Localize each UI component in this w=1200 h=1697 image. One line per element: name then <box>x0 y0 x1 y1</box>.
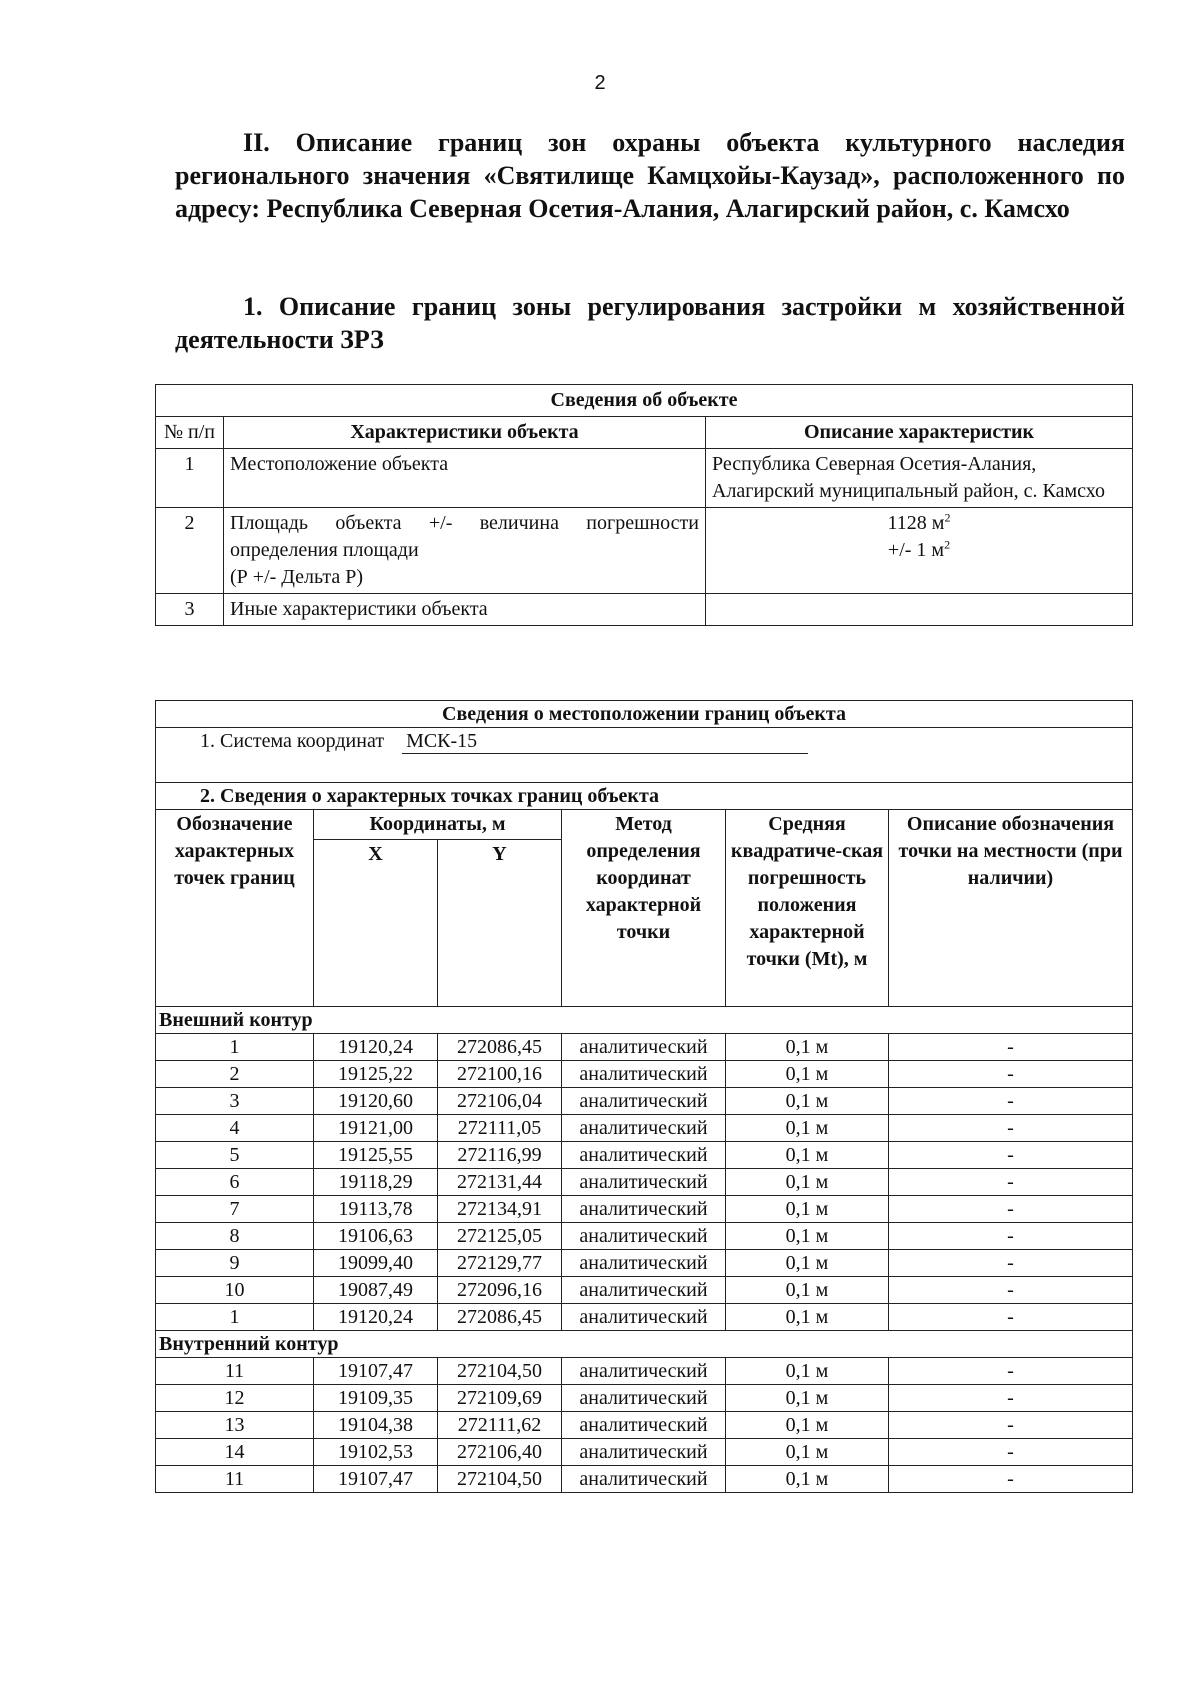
error: 0,1 м <box>726 1061 889 1088</box>
section-heading-text: II. Описание границ зон охраны объекта культурного наследия регионального значения «Святилище Камцхойы-Каузад», расположенного по адресу: Республика Северная Осетия-Алания, Алагирский район, с. Камсхо <box>175 128 1125 223</box>
area-value-line <box>712 510 1126 537</box>
point-description: - <box>889 1466 1133 1493</box>
method: аналитический <box>562 1196 726 1223</box>
method: аналитический <box>562 1412 726 1439</box>
point-id: 11 <box>156 1358 314 1385</box>
area-char-text: Площадь объекта +/- величина погрешности определения площади <box>230 512 699 561</box>
point-description: - <box>889 1034 1133 1061</box>
point-description: - <box>889 1223 1133 1250</box>
x-header: X <box>314 840 438 1007</box>
error: 0,1 м <box>726 1223 889 1250</box>
error: 0,1 м <box>726 1412 889 1439</box>
coord-x: 19104,38 <box>314 1412 438 1439</box>
coord-x: 19107,47 <box>314 1466 438 1493</box>
error: 0,1 м <box>726 1088 889 1115</box>
table-row <box>156 1115 1133 1142</box>
row-num: 1 <box>156 449 224 508</box>
description-header: Описание обозначения точки на местности (при наличии) <box>889 810 1133 1007</box>
outer-contour-label: Внешний контур <box>156 1007 1133 1034</box>
method-header: Метод определения координат характерной точки <box>562 810 726 1007</box>
method: аналитический <box>562 1385 726 1412</box>
coord-y: 272131,44 <box>438 1169 562 1196</box>
method: аналитический <box>562 1142 726 1169</box>
point-id: 2 <box>156 1061 314 1088</box>
point-id: 11 <box>156 1466 314 1493</box>
point-id: 9 <box>156 1250 314 1277</box>
error-header: Средняя квадратиче-ская погрешность положения характерной точки (Mt), м <box>726 810 889 1007</box>
error: 0,1 м <box>726 1439 889 1466</box>
table-row <box>156 1466 1133 1493</box>
table-row <box>156 1169 1133 1196</box>
table-row <box>156 508 1133 594</box>
coord-x: 19120,60 <box>314 1088 438 1115</box>
method: аналитический <box>562 1358 726 1385</box>
location-info-table <box>155 700 1133 1493</box>
point-description: - <box>889 1196 1133 1223</box>
point-id: 13 <box>156 1412 314 1439</box>
coord-system-value: МСК-15 <box>402 729 808 754</box>
coords-header: Координаты, м <box>314 810 562 840</box>
subsection-heading-text: 1. Описание границ зоны регулирования застройки м хозяйственной деятельности ЗРЗ <box>175 292 1125 354</box>
table-row <box>156 1304 1133 1331</box>
designation-header: Обозначение характерных точек границ <box>156 810 314 1007</box>
inner-contour-rows <box>156 1358 1133 1493</box>
row-desc <box>706 508 1133 594</box>
coord-y: 272100,16 <box>438 1061 562 1088</box>
object-info-table <box>155 384 1133 626</box>
coord-x: 19107,47 <box>314 1358 438 1385</box>
coord-y: 272086,45 <box>438 1034 562 1061</box>
error: 0,1 м <box>726 1466 889 1493</box>
method: аналитический <box>562 1061 726 1088</box>
row-desc <box>706 594 1133 626</box>
coord-y: 272134,91 <box>438 1196 562 1223</box>
point-id: 14 <box>156 1439 314 1466</box>
coord-y: 272086,45 <box>438 1304 562 1331</box>
area-value: 1128 м <box>887 512 945 534</box>
area-error-unit-sup: 2 <box>944 537 951 552</box>
area-error: +/- 1 м <box>887 539 945 561</box>
table-row <box>156 1061 1133 1088</box>
table-row <box>156 1412 1133 1439</box>
coord-y: 272111,05 <box>438 1115 562 1142</box>
coord-y: 272111,62 <box>438 1412 562 1439</box>
coord-y: 272125,05 <box>438 1223 562 1250</box>
point-id: 10 <box>156 1277 314 1304</box>
table-row <box>156 1088 1133 1115</box>
error: 0,1 м <box>726 1250 889 1277</box>
table-row <box>156 449 1133 508</box>
coord-x: 19120,24 <box>314 1034 438 1061</box>
coord-x: 19106,63 <box>314 1223 438 1250</box>
coord-x: 19120,24 <box>314 1304 438 1331</box>
point-id: 1 <box>156 1304 314 1331</box>
table-row <box>156 1277 1133 1304</box>
row-char: Иные характеристики объекта <box>224 594 706 626</box>
table-row <box>156 1034 1133 1061</box>
error: 0,1 м <box>726 1385 889 1412</box>
coord-y: 272106,04 <box>438 1088 562 1115</box>
method: аналитический <box>562 1034 726 1061</box>
coord-y: 272109,69 <box>438 1385 562 1412</box>
error: 0,1 м <box>726 1142 889 1169</box>
area-value-unit-sup: 2 <box>944 510 951 525</box>
method: аналитический <box>562 1466 726 1493</box>
page-number: 2 <box>594 72 606 94</box>
coord-y: 272129,77 <box>438 1250 562 1277</box>
row-desc: Республика Северная Осетия-Алания, Алагирский муниципальный район, с. Камсхо <box>706 449 1133 508</box>
method: аналитический <box>562 1169 726 1196</box>
error: 0,1 м <box>726 1196 889 1223</box>
coord-system-label: 1. Система координат <box>200 730 385 752</box>
table-row <box>156 1250 1133 1277</box>
method: аналитический <box>562 1439 726 1466</box>
table-row <box>156 1223 1133 1250</box>
object-info-title: Сведения об объекте <box>156 385 1133 417</box>
row-num: 3 <box>156 594 224 626</box>
table-row <box>156 594 1133 626</box>
coord-y: 272104,50 <box>438 1358 562 1385</box>
method: аналитический <box>562 1277 726 1304</box>
point-description: - <box>889 1439 1133 1466</box>
point-id: 3 <box>156 1088 314 1115</box>
method: аналитический <box>562 1115 726 1142</box>
method: аналитический <box>562 1304 726 1331</box>
area-char-extra: (Р +/- Дельта Р) <box>230 566 364 588</box>
coord-x: 19113,78 <box>314 1196 438 1223</box>
point-id: 4 <box>156 1115 314 1142</box>
inner-contour-label: Внутренний контур <box>156 1331 1133 1358</box>
error: 0,1 м <box>726 1115 889 1142</box>
point-id: 7 <box>156 1196 314 1223</box>
error: 0,1 м <box>726 1169 889 1196</box>
coord-y: 272096,16 <box>438 1277 562 1304</box>
coord-x: 19102,53 <box>314 1439 438 1466</box>
col-char-header: Характеристики объекта <box>224 417 706 449</box>
point-id: 6 <box>156 1169 314 1196</box>
coord-x: 19118,29 <box>314 1169 438 1196</box>
error: 0,1 м <box>726 1358 889 1385</box>
error: 0,1 м <box>726 1277 889 1304</box>
table-row <box>156 1196 1133 1223</box>
point-description: - <box>889 1115 1133 1142</box>
coord-x: 19125,55 <box>314 1142 438 1169</box>
point-description: - <box>889 1250 1133 1277</box>
section-heading <box>175 126 1125 225</box>
coord-x: 19109,35 <box>314 1385 438 1412</box>
row-char <box>224 508 706 594</box>
point-id: 12 <box>156 1385 314 1412</box>
point-description: - <box>889 1385 1133 1412</box>
coord-y: 272106,40 <box>438 1439 562 1466</box>
table-row <box>156 1358 1133 1385</box>
point-description: - <box>889 1169 1133 1196</box>
point-description: - <box>889 1061 1133 1088</box>
method: аналитический <box>562 1223 726 1250</box>
method: аналитический <box>562 1088 726 1115</box>
point-description: - <box>889 1142 1133 1169</box>
point-description: - <box>889 1358 1133 1385</box>
coord-y: 272116,99 <box>438 1142 562 1169</box>
coord-x: 19125,22 <box>314 1061 438 1088</box>
point-id: 5 <box>156 1142 314 1169</box>
row-num: 2 <box>156 508 224 594</box>
y-header: Y <box>438 840 562 1007</box>
coord-y: 272104,50 <box>438 1466 562 1493</box>
area-error-line <box>712 537 1126 564</box>
location-info-title: Сведения о местоположении границ объекта <box>156 701 1133 728</box>
error: 0,1 м <box>726 1034 889 1061</box>
error: 0,1 м <box>726 1304 889 1331</box>
row-char: Местоположение объекта <box>224 449 706 508</box>
col-num-header: № п/п <box>156 417 224 449</box>
col-desc-header: Описание характеристик <box>706 417 1133 449</box>
point-description: - <box>889 1277 1133 1304</box>
coord-x: 19121,00 <box>314 1115 438 1142</box>
point-description: - <box>889 1088 1133 1115</box>
coord-system-row <box>156 728 1133 783</box>
table-row <box>156 1439 1133 1466</box>
point-id: 1 <box>156 1034 314 1061</box>
subsection-heading <box>175 290 1125 356</box>
point-description: - <box>889 1412 1133 1439</box>
point-id: 8 <box>156 1223 314 1250</box>
table-row <box>156 1385 1133 1412</box>
points-title: 2. Сведения о характерных точках границ объекта <box>156 783 1133 810</box>
method: аналитический <box>562 1250 726 1277</box>
point-description: - <box>889 1304 1133 1331</box>
table-row <box>156 1142 1133 1169</box>
coord-x: 19087,49 <box>314 1277 438 1304</box>
outer-contour-rows <box>156 1034 1133 1331</box>
coord-x: 19099,40 <box>314 1250 438 1277</box>
